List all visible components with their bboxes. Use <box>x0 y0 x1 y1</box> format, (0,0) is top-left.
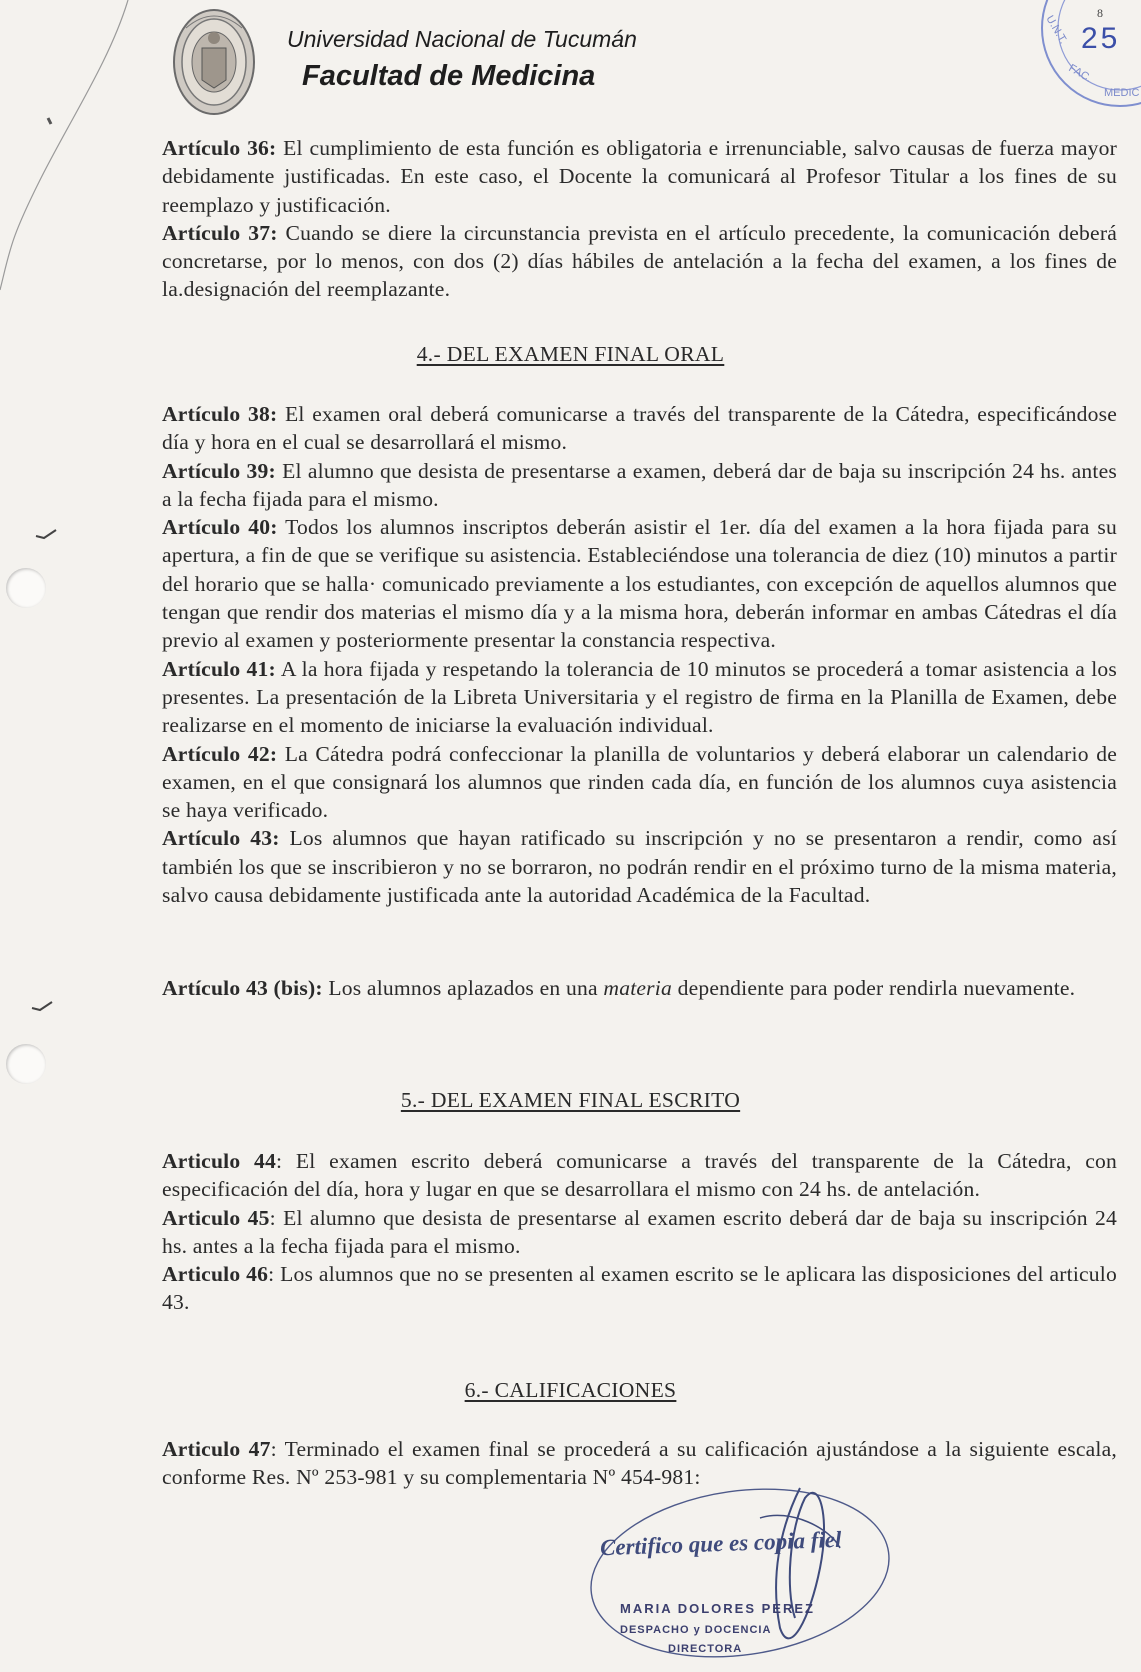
article-text: Los alumnos que hayan ratificado su inscripción y no se presentaron a rendir, como así también los que se inscribieron y no se borraron, no podrán rendir en el próximo turno de la misma materia, salvo causa debidamente justificada ante la autoridad Académica de la Facultad. <box>162 826 1118 908</box>
article-heading: Artículo 42: <box>162 741 278 766</box>
article-text: A la hora fijada y respetando la tolerancia de 10 minutos se procederá a tomar asistencia a los presentes. La presentación de la Libreta Universitaria y el registro de firma en la Planilla de Examen, debe realizarse en el momento de iniciarse la evaluación individual. <box>162 656 1117 738</box>
article-paragraph <box>162 655 1117 740</box>
article-heading: Artículo 36: <box>162 136 277 160</box>
article-heading: Artículo 39: <box>162 458 276 483</box>
article-paragraph <box>162 824 1117 909</box>
article-paragraph <box>162 134 1117 219</box>
article-heading: Artículo 41: <box>162 656 276 681</box>
article-43-bis <box>162 974 1117 1002</box>
article-text: Cuando se diere la circunstancia prevista en el artículo precedente, la comunicación deberá concretarse, por lo menos, con dos (2) días hábiles de antelación a la fecha del examen, a los fines de la.designación del reemplazante. <box>162 220 1117 302</box>
article-text: : Terminado el examen final se procederá a su calificación ajustándose a la siguiente escala, conforme Res. Nº 253-981 y su complementaria Nº 454-981: <box>162 1437 1117 1490</box>
article-text: El cumplimiento de esta función es obligatoria e irrenunciable, salvo causas de fuerza mayor debidamente justificadas. En este caso, el Docente la comunicará al Profesor Titular a los fines de su reemplazo y justificación. <box>162 136 1117 217</box>
university-logo-icon <box>172 8 256 116</box>
articles-block-1 <box>162 134 1117 304</box>
svg-text:U.N.T.: U.N.T. <box>1043 13 1070 46</box>
signature-icon <box>590 1468 910 1672</box>
article-heading: Artículo 43 (bis): <box>162 976 323 1000</box>
article-heading: Artículo 40: <box>162 515 278 540</box>
article-heading: Artículo 37: <box>162 220 278 245</box>
university-name: Universidad Nacional de Tucumán <box>287 26 637 52</box>
article-paragraph <box>162 1204 1117 1261</box>
faculty-name: Facultad de Medicina <box>302 60 596 92</box>
article-paragraph <box>162 1147 1117 1204</box>
article-paragraph <box>162 1260 1117 1317</box>
punch-hole-top <box>6 568 46 608</box>
article-text: dependiente para poder rendirla nuevamente. <box>671 976 1076 1000</box>
article-paragraph <box>162 740 1117 825</box>
certification-handwritten-text: Certifico que es copia fiel <box>599 1526 842 1561</box>
article-heading: Articulo 44 <box>162 1149 277 1173</box>
section-title-examen-escrito: 5.- DEL EXAMEN FINAL ESCRITO <box>400 1088 741 1112</box>
folio-mark: 8 <box>1097 6 1103 20</box>
article-text: Los alumnos aplazados en una <box>322 976 604 1000</box>
article-text: El examen oral deberá comunicarse a través del transparente de la Cátedra, especificándose día y hora en el cual se desarrollará el mismo. <box>162 402 1117 455</box>
stamp-signer-role: DESPACHO y DOCENCIA <box>620 1624 772 1636</box>
stamp-signer-title: DIRECTORA <box>668 1643 743 1655</box>
article-text: : El examen escrito deberá comunicarse a través del transparente de la Cátedra, con especificación del día, hora y lugar en que se desarrollara el mismo con 24 hs. de antelación. <box>162 1149 1117 1202</box>
punch-hole-bottom <box>6 1044 46 1084</box>
articles-block-2 <box>162 400 1117 909</box>
article-heading: Articulo 46 <box>162 1262 269 1287</box>
articles-block-3 <box>162 1147 1117 1317</box>
svg-text:FAC.: FAC. <box>1066 62 1094 85</box>
article-paragraph <box>162 513 1117 654</box>
article-text: El alumno que desista de presentarse a examen, deberá dar de baja su inscripción 24 hs. antes a la fecha fijada para el mismo. <box>162 458 1117 511</box>
article-text: : El alumno que desista de presentarse al examen escrito deberá dar de baja su inscripción 24 hs. antes a la fecha fijada para el mismo. <box>162 1205 1117 1258</box>
article-emphasis: materia <box>603 976 672 1000</box>
article-paragraph <box>162 457 1117 514</box>
article-paragraph <box>162 219 1117 304</box>
article-text: La Cátedra podrá confeccionar la planilla de voluntarios y deberá elaborar un calendario de examen, en el que consignará los alumnos que rinden cada día, en función de los alumnos cuya asistencia se haya verificado. <box>162 741 1117 823</box>
article-text: : Los alumnos que no se presenten al examen escrito se le aplicara las disposiciones del articulo 43. <box>162 1262 1118 1315</box>
article-heading: Articulo 47 <box>162 1437 271 1461</box>
margin-scan-line <box>0 0 140 300</box>
svg-text:MEDIC: MEDIC <box>1104 87 1140 99</box>
article-text: Todos los alumnos inscriptos deberán asistir el 1er. día del examen a la hora fijada para su apertura, a fin de que se verifique su asistencia. Estableciéndose una tolerancia de diez (10) minutos a partir del horario que se halla· comunicado previamente a los estudiantes, con excepción de aquellos alumnos que tengan que rendir dos materias el mismo día y a la misma hora, deberán informar en ambas Cátedras el día previo al examen y posteriormente presentar la constancia respectiva. <box>162 515 1117 653</box>
page-number: 25 <box>1081 22 1121 55</box>
margin-tick-mark-top <box>34 528 58 542</box>
margin-tick-mark-bottom <box>30 1000 54 1014</box>
stamp-signer-name: MARIA DOLORES PEREZ <box>620 1601 815 1616</box>
section-title-examen-oral: 4.- DEL EXAMEN FINAL ORAL <box>416 342 725 366</box>
article-paragraph <box>162 400 1117 457</box>
article-heading: Artículo 38: <box>162 402 278 426</box>
section-title-calificaciones: 6.- CALIFICACIONES <box>464 1378 677 1402</box>
article-heading: Articulo 45 <box>162 1205 270 1230</box>
article-heading: Artículo 43: <box>162 826 280 851</box>
